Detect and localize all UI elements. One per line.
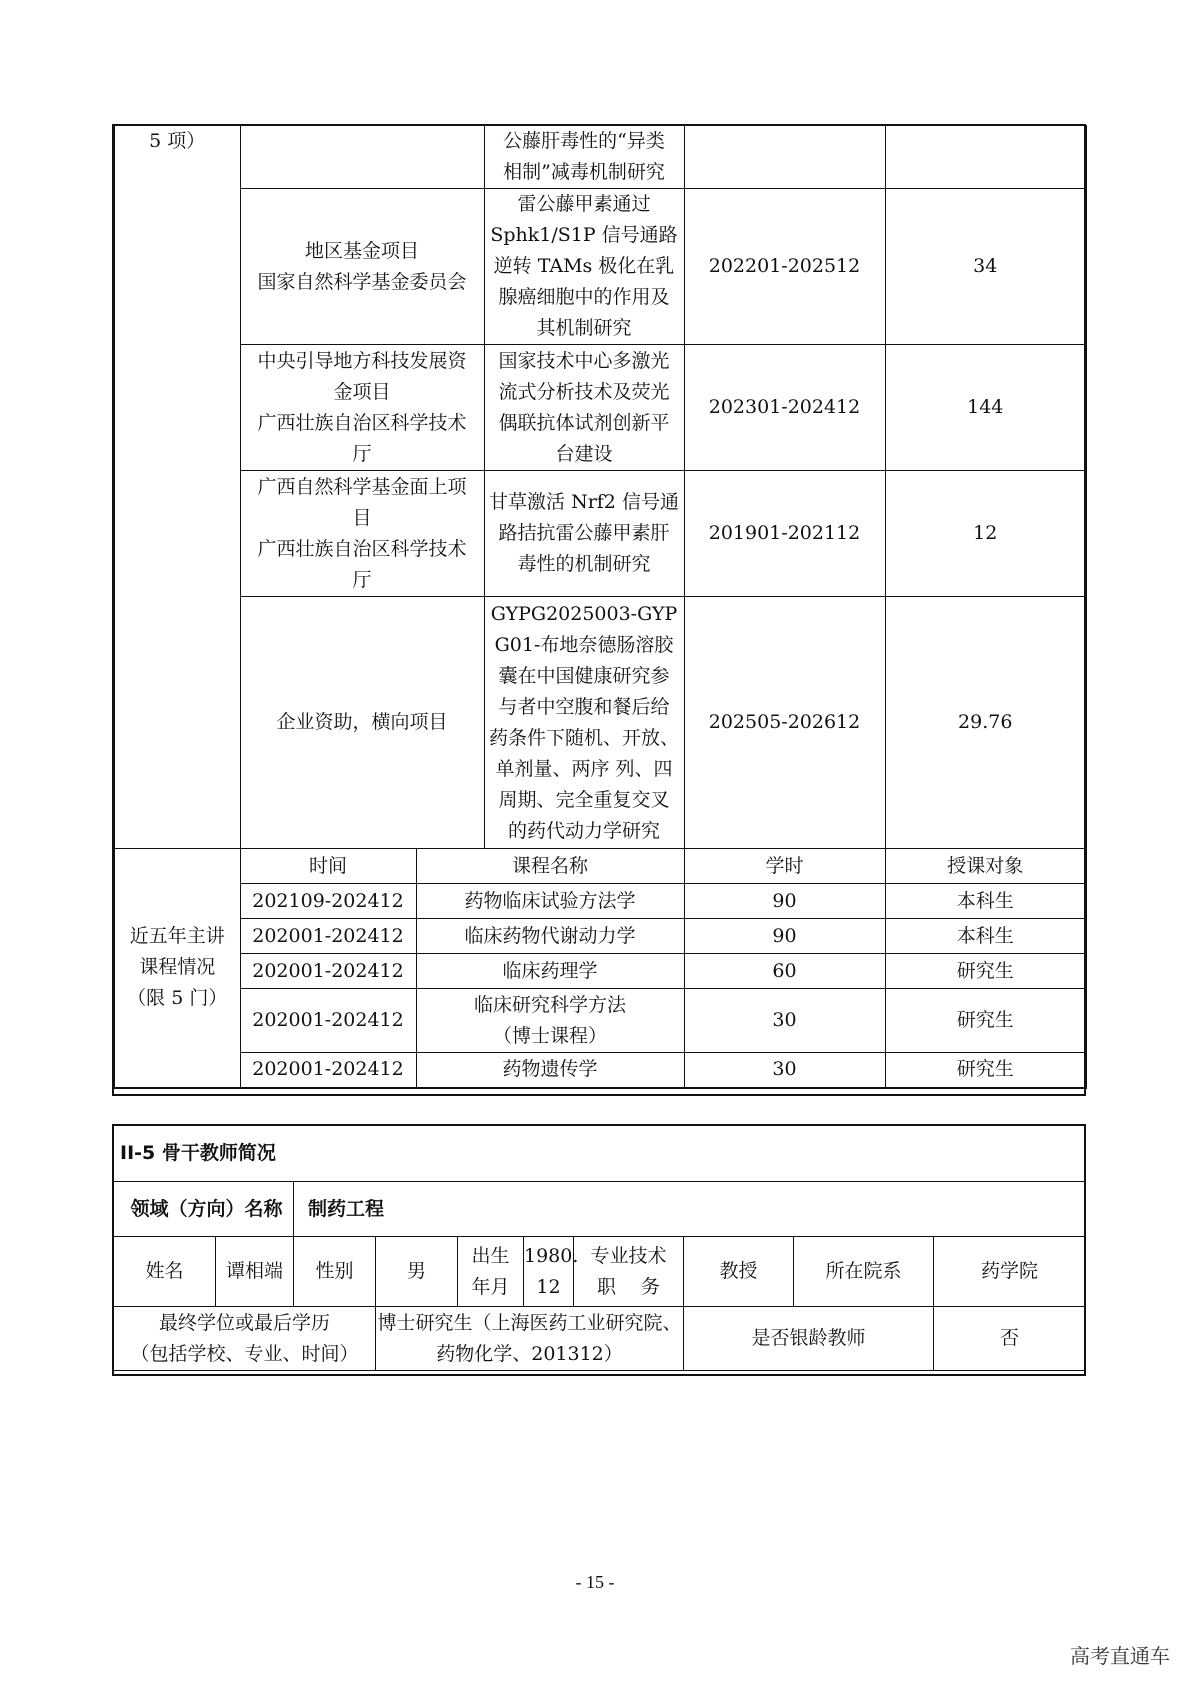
project-amount-cell: 29.76 (885, 597, 1086, 849)
course-hours: 90 (684, 884, 885, 919)
project-title-cell: 雷公藤甲素通过 Sphk1/S1P 信号通路 逆转 TAMs 极化在乳 腺癌细胞中的作用及 其机制研究 (484, 189, 684, 345)
project-source-cell: 中央引导地方科技发展资 金项目 广西壮族自治区科学技术 厅 (240, 345, 484, 471)
birth-value: 1980. 12 (524, 1237, 574, 1307)
silver-label: 是否银龄教师 (684, 1307, 934, 1371)
course-header-name: 课程名称 (416, 849, 684, 884)
course-name: 药物临床试验方法学 (416, 884, 684, 919)
course-time: 202001-202412 (240, 1053, 416, 1088)
course-header-hours: 学时 (684, 849, 885, 884)
degree-label: 最终学位或最后学历 （包括学校、专业、时间） (114, 1307, 376, 1371)
page-number: - 15 - (575, 1572, 615, 1592)
course-hours: 30 (684, 989, 885, 1053)
project-course-table (113, 125, 1087, 1089)
project-period-cell: 202301-202412 (684, 345, 885, 471)
course-name: 临床研究科学方法 （博士课程） (416, 989, 684, 1053)
course-audience: 本科生 (885, 884, 1086, 919)
course-hours: 30 (684, 1053, 885, 1088)
field-value: 制药工程 (294, 1182, 1086, 1237)
course-audience: 本科生 (885, 919, 1086, 954)
gender-value: 男 (376, 1237, 458, 1307)
course-audience: 研究生 (885, 1053, 1086, 1088)
course-header-time: 时间 (240, 849, 416, 884)
project-title-cell: 国家技术中心多激光 流式分析技术及荧光 偶联抗体试剂创新平 台建设 (484, 345, 684, 471)
project-source-cell (240, 126, 484, 189)
watermark: 高考直通车 (1070, 1644, 1170, 1668)
courses-left-label: 近五年主讲 课程情况 （限 5 门） (114, 849, 240, 1088)
degree-value: 博士研究生（上海医药工业研究院、 药物化学、201312） (376, 1307, 684, 1371)
project-source-cell: 地区基金项目 国家自然科学基金委员会 (240, 189, 484, 345)
project-amount-cell: 34 (885, 189, 1086, 345)
project-period-cell (684, 126, 885, 189)
project-title-cell: 甘草激活 Nrf2 信号通 路拮抗雷公藤甲素肝 毒性的机制研究 (484, 471, 684, 597)
title-label: 专业技术 职 务 (574, 1237, 684, 1307)
project-period-cell: 201901-202112 (684, 471, 885, 597)
course-hours: 60 (684, 954, 885, 989)
project-period-cell: 202201-202512 (684, 189, 885, 345)
silver-value: 否 (934, 1307, 1086, 1371)
project-period-cell: 202505-202612 (684, 597, 885, 849)
course-time: 202001-202412 (240, 919, 416, 954)
course-audience: 研究生 (885, 954, 1086, 989)
project-title-cell: GYPG2025003-GYP G01-布地奈德肠溶胶 囊在中国健康研究参 与者中空腹和餐后给 药条件下随机、开放、 单剂量、两序 列、四 周期、完全重复交叉 的药代动力学研究 (484, 597, 684, 849)
course-header-audience: 授课对象 (885, 849, 1086, 884)
course-name: 临床药物代谢动力学 (416, 919, 684, 954)
section-title: II-5 骨干教师简况 (114, 1126, 1086, 1182)
course-time: 202001-202412 (240, 989, 416, 1053)
project-source-cell: 企业资助，横向项目 (240, 597, 484, 849)
name-label: 姓名 (114, 1237, 216, 1307)
course-audience: 研究生 (885, 989, 1086, 1053)
projects-left-label: 5 项） (114, 126, 240, 849)
project-amount-cell (885, 126, 1086, 189)
teacher-profile-table (113, 1125, 1086, 1371)
course-hours: 90 (684, 919, 885, 954)
name-value: 谭相端 (216, 1237, 294, 1307)
project-amount-cell: 144 (885, 345, 1086, 471)
dept-label: 所在院系 (794, 1237, 934, 1307)
course-name: 药物遗传学 (416, 1053, 684, 1088)
gender-label: 性别 (294, 1237, 376, 1307)
course-name: 临床药理学 (416, 954, 684, 989)
title-value: 教授 (684, 1237, 794, 1307)
dept-value: 药学院 (934, 1237, 1086, 1307)
birth-label: 出生 年月 (458, 1237, 524, 1307)
field-label: 领域（方向）名称 (114, 1182, 294, 1237)
project-amount-cell: 12 (885, 471, 1086, 597)
course-time: 202001-202412 (240, 954, 416, 989)
project-source-cell: 广西自然科学基金面上项 目 广西壮族自治区科学技术 厅 (240, 471, 484, 597)
course-time: 202109-202412 (240, 884, 416, 919)
project-title-cell: 公藤肝毒性的“异类 相制”减毒机制研究 (484, 126, 684, 189)
